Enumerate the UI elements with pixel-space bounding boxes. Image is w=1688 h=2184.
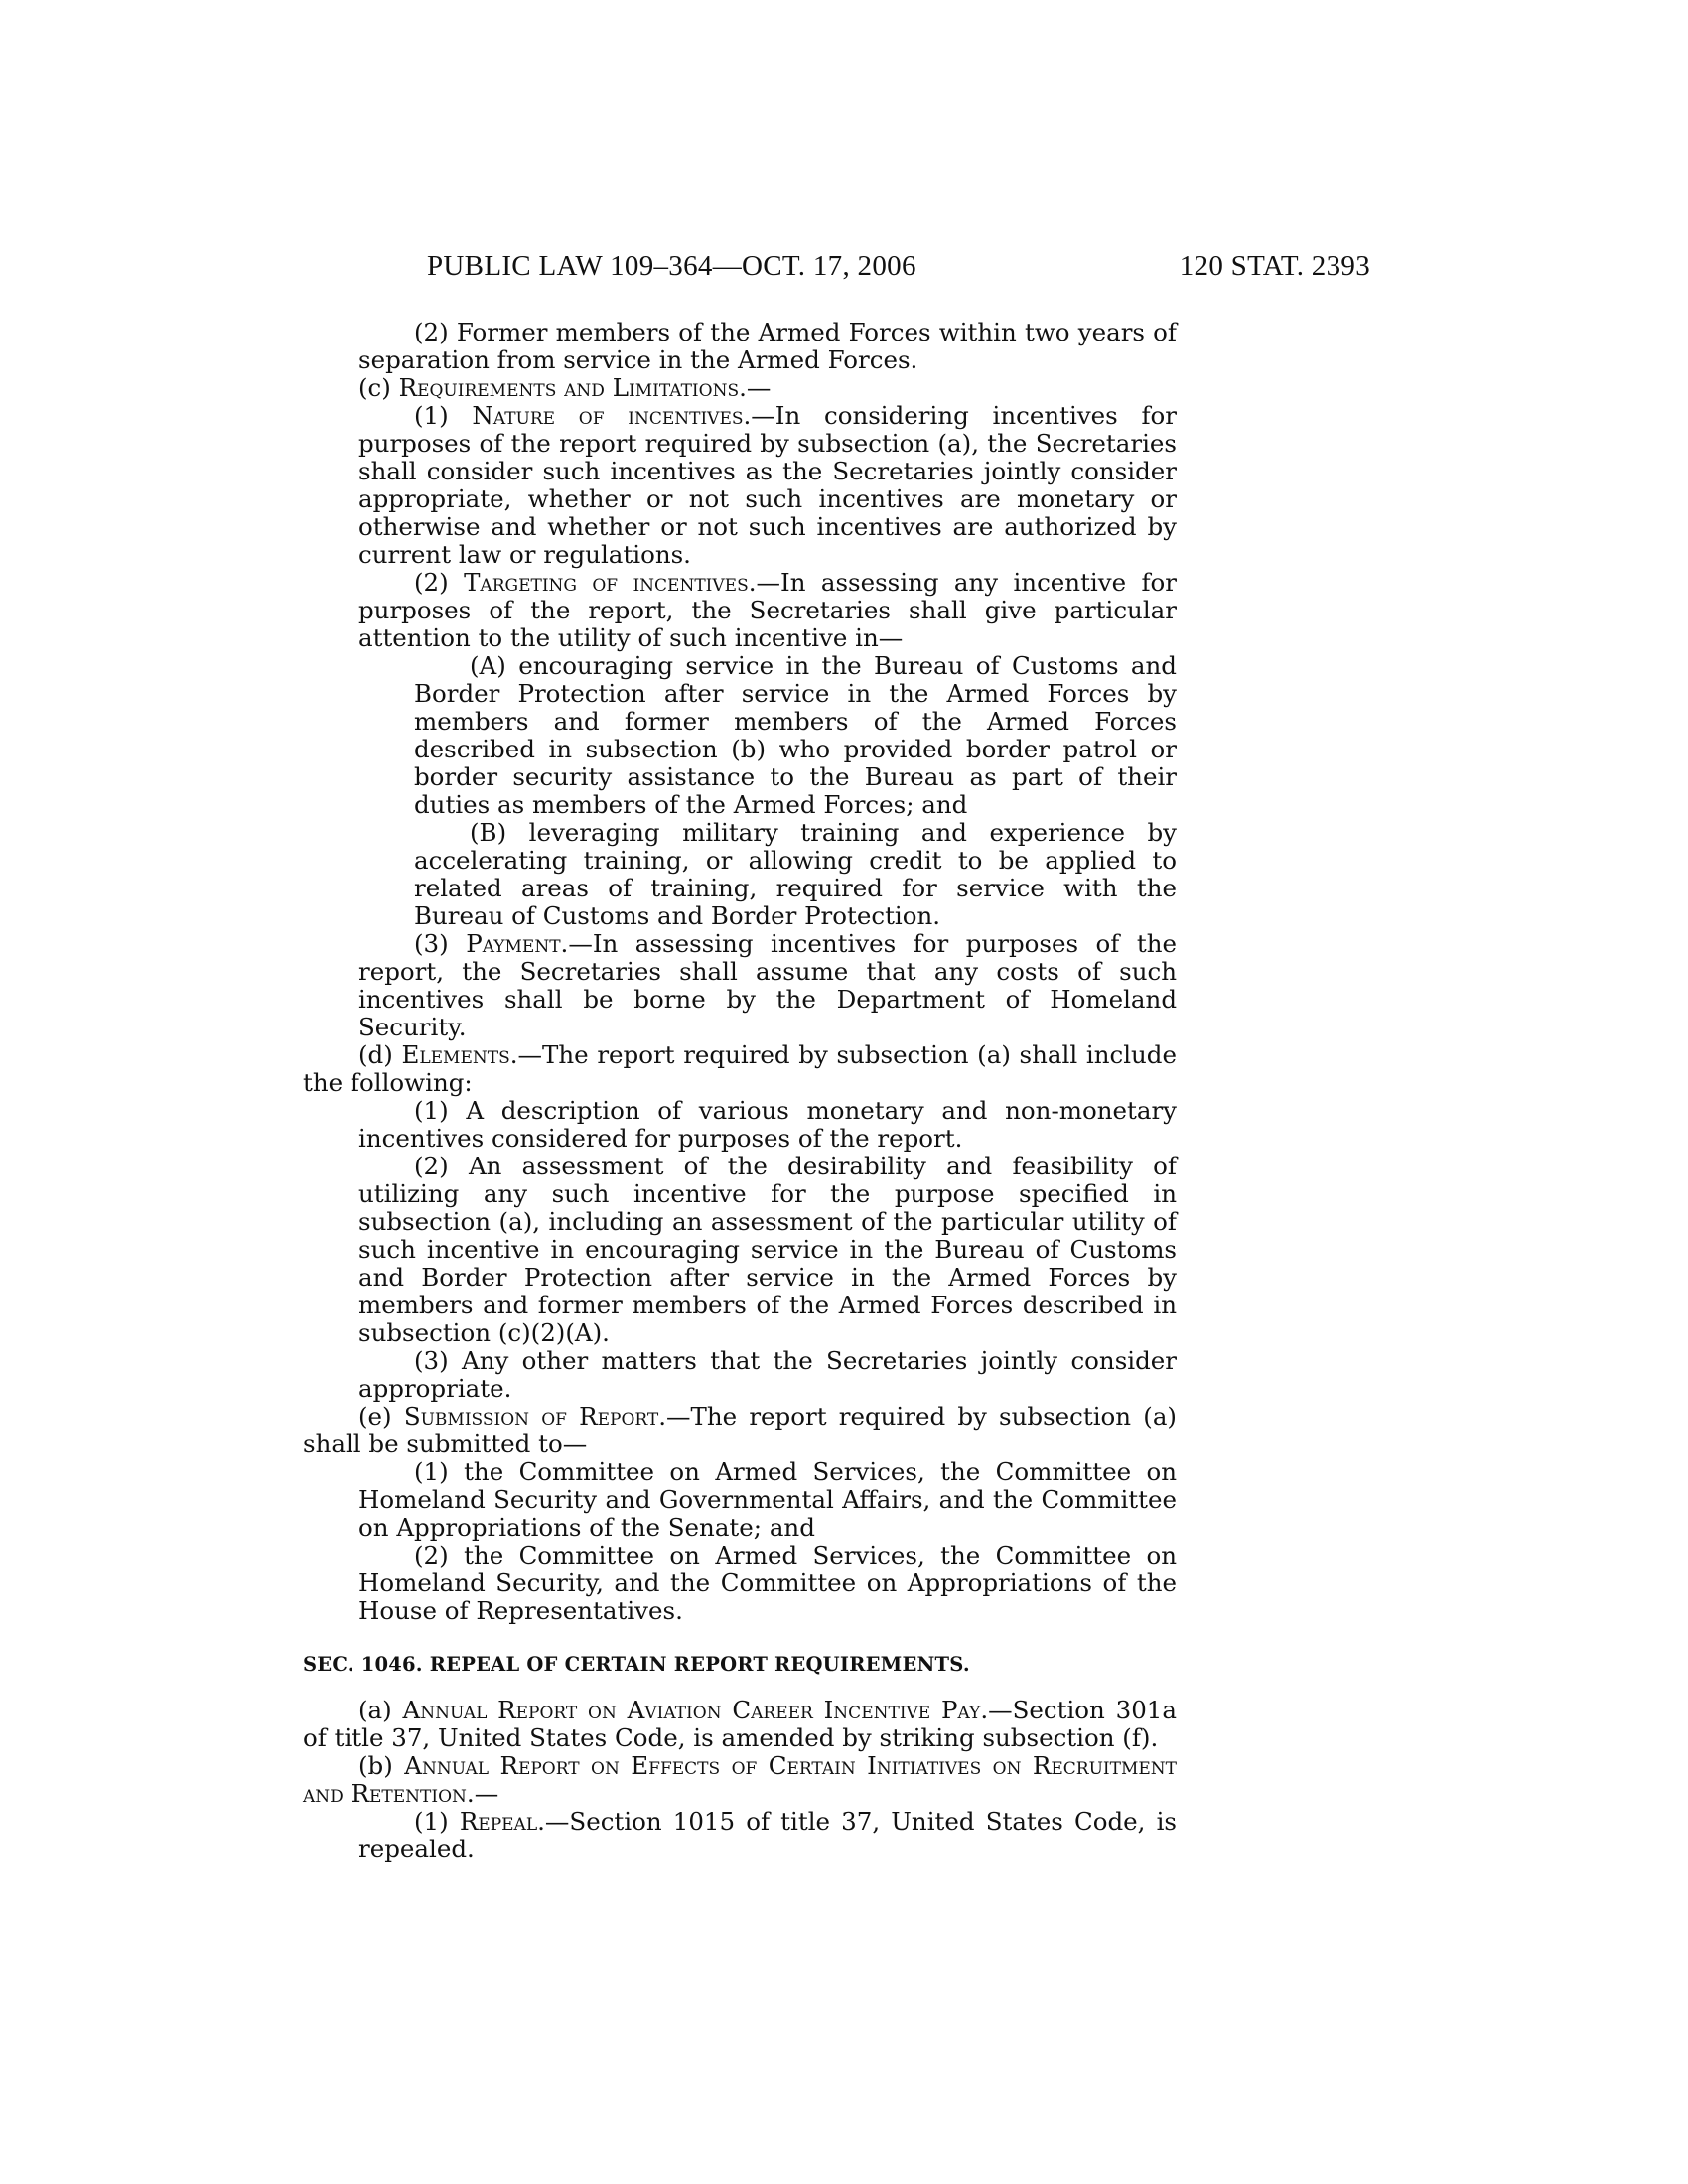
subsection-heading: Elements. <box>401 1040 518 1069</box>
subsection-heading: Requirements and Limitations. <box>398 373 747 402</box>
public-law-citation: PUBLIC LAW 109–364—OCT. 17, 2006 <box>427 250 916 282</box>
document-body <box>303 319 1177 1863</box>
paragraph-e1: (1) the Committee on Armed Services, the Committee on Homeland Security and Governmental Affairs, and the Committee on Appropriations of the Senate; and <box>358 1457 1177 1542</box>
paragraph-c: (c) Requirements and Limitations.— <box>358 373 772 402</box>
subsection-heading: Annual Report on Aviation Career Incentive Pay. <box>402 1696 989 1724</box>
paragraph-sec-b: (b) Annual Report on Effects of Certain Initiatives on Recruitment and Retention.— <box>303 1751 1177 1808</box>
paragraph-c2: (2) Targeting of incentives.—In assessing any incentive for purposes of the report, the Secretaries shall give particular attention to the utility of such incentive in— <box>358 568 1177 652</box>
paragraph-heading: Nature of incentives. <box>472 401 752 430</box>
subparagraph-c2A: (A) encouraging service in the Bureau of Customs and Border Protection after service in the Armed Forces by members and former members of the Armed Forces described in subsection (b) who provided border patrol or border security assistance to the Bureau as part of their duties as members of the Armed Forces; and <box>414 651 1177 819</box>
paragraph-heading: Repeal. <box>459 1807 545 1836</box>
paragraph-e2: (2) the Committee on Armed Services, the Committee on Homeland Security, and the Committee on Appropriations of the House of Representatives. <box>358 1541 1177 1625</box>
paragraph-d1: (1) A description of various monetary and non-monetary incentives considered for purposes of the report. <box>358 1096 1177 1153</box>
paragraph-c3: (3) Payment.—In assessing incentives for purposes of the report, the Secretaries shall assume that any costs of such incentives shall be borne by the Department of Homeland Security. <box>358 929 1177 1041</box>
paragraph-d2: (2) An assessment of the desirability and feasibility of utilizing any such incentive for the purpose specified in subsection (a), including an assessment of the particular utility of such incentive in encouraging service in the Bureau of Customs and Border Protection after service in the Armed Forces by members and former members of the Armed Forces described in subsection (c)(2)(A). <box>358 1152 1177 1347</box>
paragraph-d: (d) Elements.—The report required by subsection (a) shall include the following: <box>303 1040 1177 1097</box>
subsection-heading: Submission of Report. <box>403 1402 667 1431</box>
section-heading: SEC. 1046. REPEAL OF CERTAIN REPORT REQUIREMENTS. <box>303 1653 970 1676</box>
paragraph-sec-a: (a) Annual Report on Aviation Career Incentive Pay.—Section 301a of title 37, United States Code, is amended by striking subsection (f). <box>303 1696 1178 1752</box>
running-header <box>427 246 1370 286</box>
subsection-heading: Annual Report on Effects of Certain Initiatives on Recruitment and Retention. <box>303 1751 1177 1808</box>
statute-page-number: 120 STAT. 2393 <box>1179 250 1370 282</box>
paragraph-sec-b1: (1) Repeal.—Section 1015 of title 37, United States Code, is repealed. <box>358 1807 1177 1863</box>
paragraph-heading: Targeting of incentives. <box>464 568 757 597</box>
paragraph-heading: Payment. <box>466 929 569 958</box>
paragraph-e: (e) Submission of Report.—The report required by subsection (a) shall be submitted to— <box>303 1402 1177 1458</box>
paragraph-d3: (3) Any other matters that the Secretaries jointly consider appropriate. <box>358 1346 1177 1403</box>
paragraph-c1: (1) Nature of incentives.—In considering incentives for purposes of the report required by subsection (a), the Secretaries shall consider such incentives as the Secretaries jointly consider appropriate, whether or not such incentives are monetary or otherwise and whether or not such incentives are authorized by current law or regulations. <box>358 401 1177 569</box>
paragraph-b2: (2) Former members of the Armed Forces within two years of separation from service in the Armed Forces. <box>358 318 1177 374</box>
subparagraph-c2B: (B) leveraging military training and experience by accelerating training, or allowing credit to be applied to related areas of training, required for service with the Bureau of Customs and Border Protection. <box>414 818 1177 930</box>
